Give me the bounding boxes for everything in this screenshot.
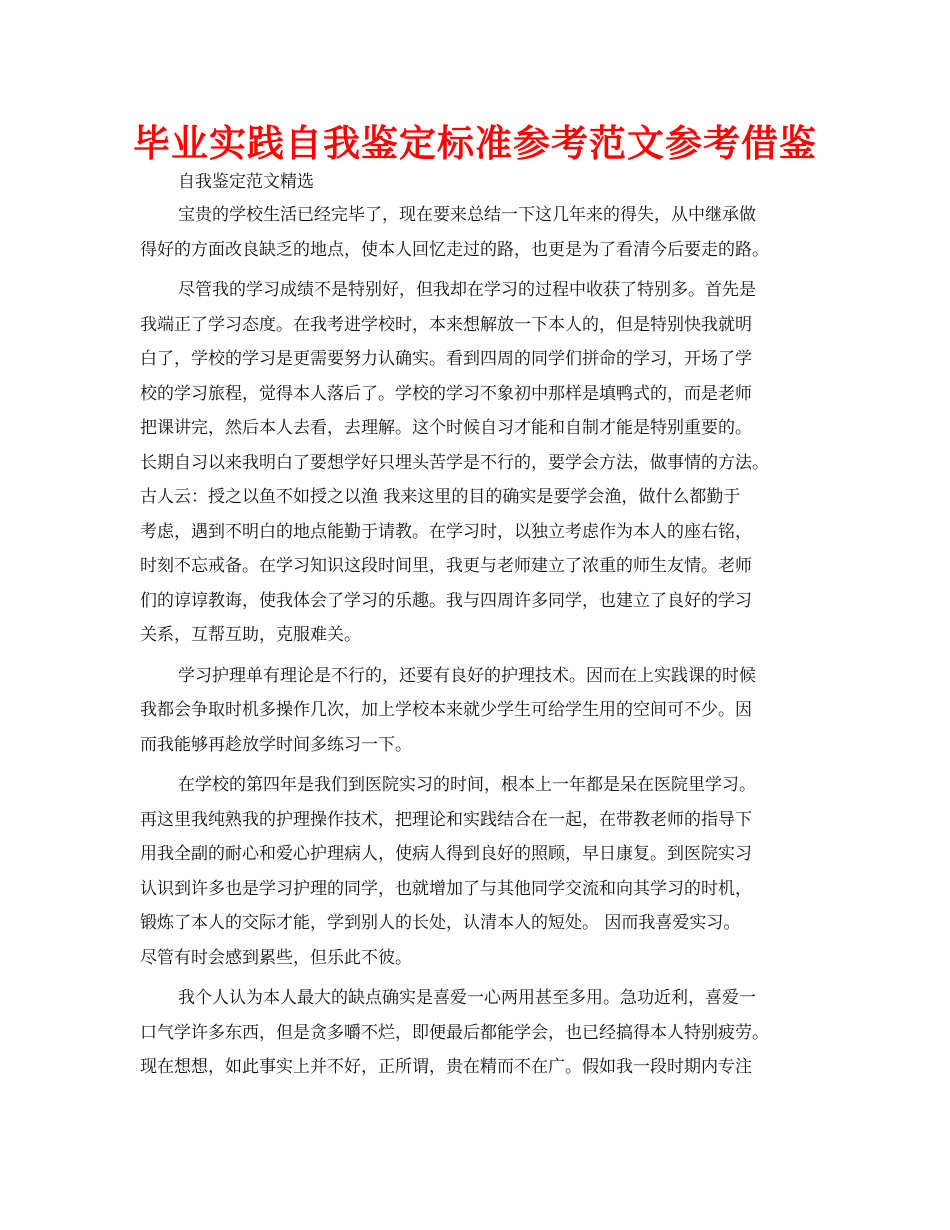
text-line: 考虑，遇到不明白的地点能勤于请教。在学习时，以独立考虑作为本人的座右铭，: [140, 521, 752, 542]
document-subtitle: 自我鉴定范文精选: [178, 172, 314, 192]
text-line: 在学校的第四年是我们到医院实习的时间，根本上一年都是呆在医院里学习。: [178, 775, 756, 795]
text-line: 口气学许多东西，但是贪多嚼不烂，即便最后都能学会，也已经搞得本人特别疲劳。: [140, 1022, 769, 1043]
text-line: 尽管有时会感到累些，但乐此不彼。: [140, 947, 412, 968]
text-line: 再这里我纯熟我的护理操作技术，把理论和实践结合在一起，在带教老师的指导下: [140, 809, 752, 830]
text-line: 尽管我的学习成绩不是特别好，但我却在学习的过程中收获了特别多。首先是: [178, 280, 756, 300]
text-line: 现在想想，如此事实上并不好，正所谓，贵在精而不在广。假如我一段时期内专注: [140, 1057, 752, 1077]
text-line: 关系，互帮互助，克服难关。: [140, 625, 361, 645]
text-line: 我都会争取时机多操作几次，加上学校本来就少学生可给学生用的空间可不少。因: [140, 700, 752, 720]
text-line: 古人云：授之以鱼不如授之以渔 我来这里的目的确实是要学会渔，做什么都勤于: [140, 487, 741, 507]
text-line: 长期自习以来我明白了要想学好只埋头苦学是不行的，要学会方法，做事情的方法。: [140, 452, 769, 473]
text-line: 学习护理单有理论是不行的，还要有良好的护理技术。因而在上实践课的时候: [178, 665, 756, 686]
text-line: 时刻不忘戒备。在学习知识这段时间里，我更与老师建立了浓重的师生友情。老师: [140, 556, 752, 576]
text-line: 宝贵的学校生活已经完毕了，现在要来总结一下这几年来的得失，从中继承做: [178, 205, 756, 225]
text-line: 用我全副的耐心和爱心护理病人，使病人得到良好的照顾，早日康复。到医院实习: [140, 844, 752, 864]
paragraph: [140, 198, 820, 267]
document-title: 毕业实践自我鉴定标准参考范文参考借鉴: [133, 122, 817, 165]
text-line: 锻炼了本人的交际才能，学到别人的长处，认清本人的短处。 因而我喜爱实习。: [140, 913, 741, 933]
paragraph: [140, 273, 820, 653]
document-body: [140, 198, 820, 1091]
paragraph: [140, 981, 820, 1085]
text-line: 而我能够再趁放学时间多练习一下。: [140, 734, 412, 755]
text-line: 认识到许多也是学习护理的同学，也就增加了与其他同学交流和向其学习的时机，: [140, 878, 752, 899]
text-line: 把课讲完，然后本人去看，去理解。这个时候自习才能和自制才能是特别重要的。: [140, 418, 752, 438]
text-line: 校的学习旅程，觉得本人落后了。学校的学习不象初中那样是填鸭式的，而是老师: [140, 383, 752, 404]
text-line: 们的谆谆教诲，使我体会了学习的乐趣。我与四周许多同学，也建立了良好的学习: [140, 590, 752, 611]
text-line: 我端正了学习态度。在我考进学校时，本来想解放一下本人的，但是特别快我就明: [140, 314, 752, 335]
text-line: 我个人认为本人最大的缺点确实是喜爱一心两用甚至多用。急功近利，喜爱一: [178, 988, 756, 1008]
text-line: 得好的方面改良缺乏的地点，使本人回忆走过的路，也更是为了看清今后要走的路。: [140, 239, 769, 260]
text-line: 白了，学校的学习是更需要努力认确实。看到四周的同学们拼命的学习，开场了学: [140, 349, 752, 369]
paragraph: [140, 768, 820, 975]
paragraph: [140, 659, 820, 763]
